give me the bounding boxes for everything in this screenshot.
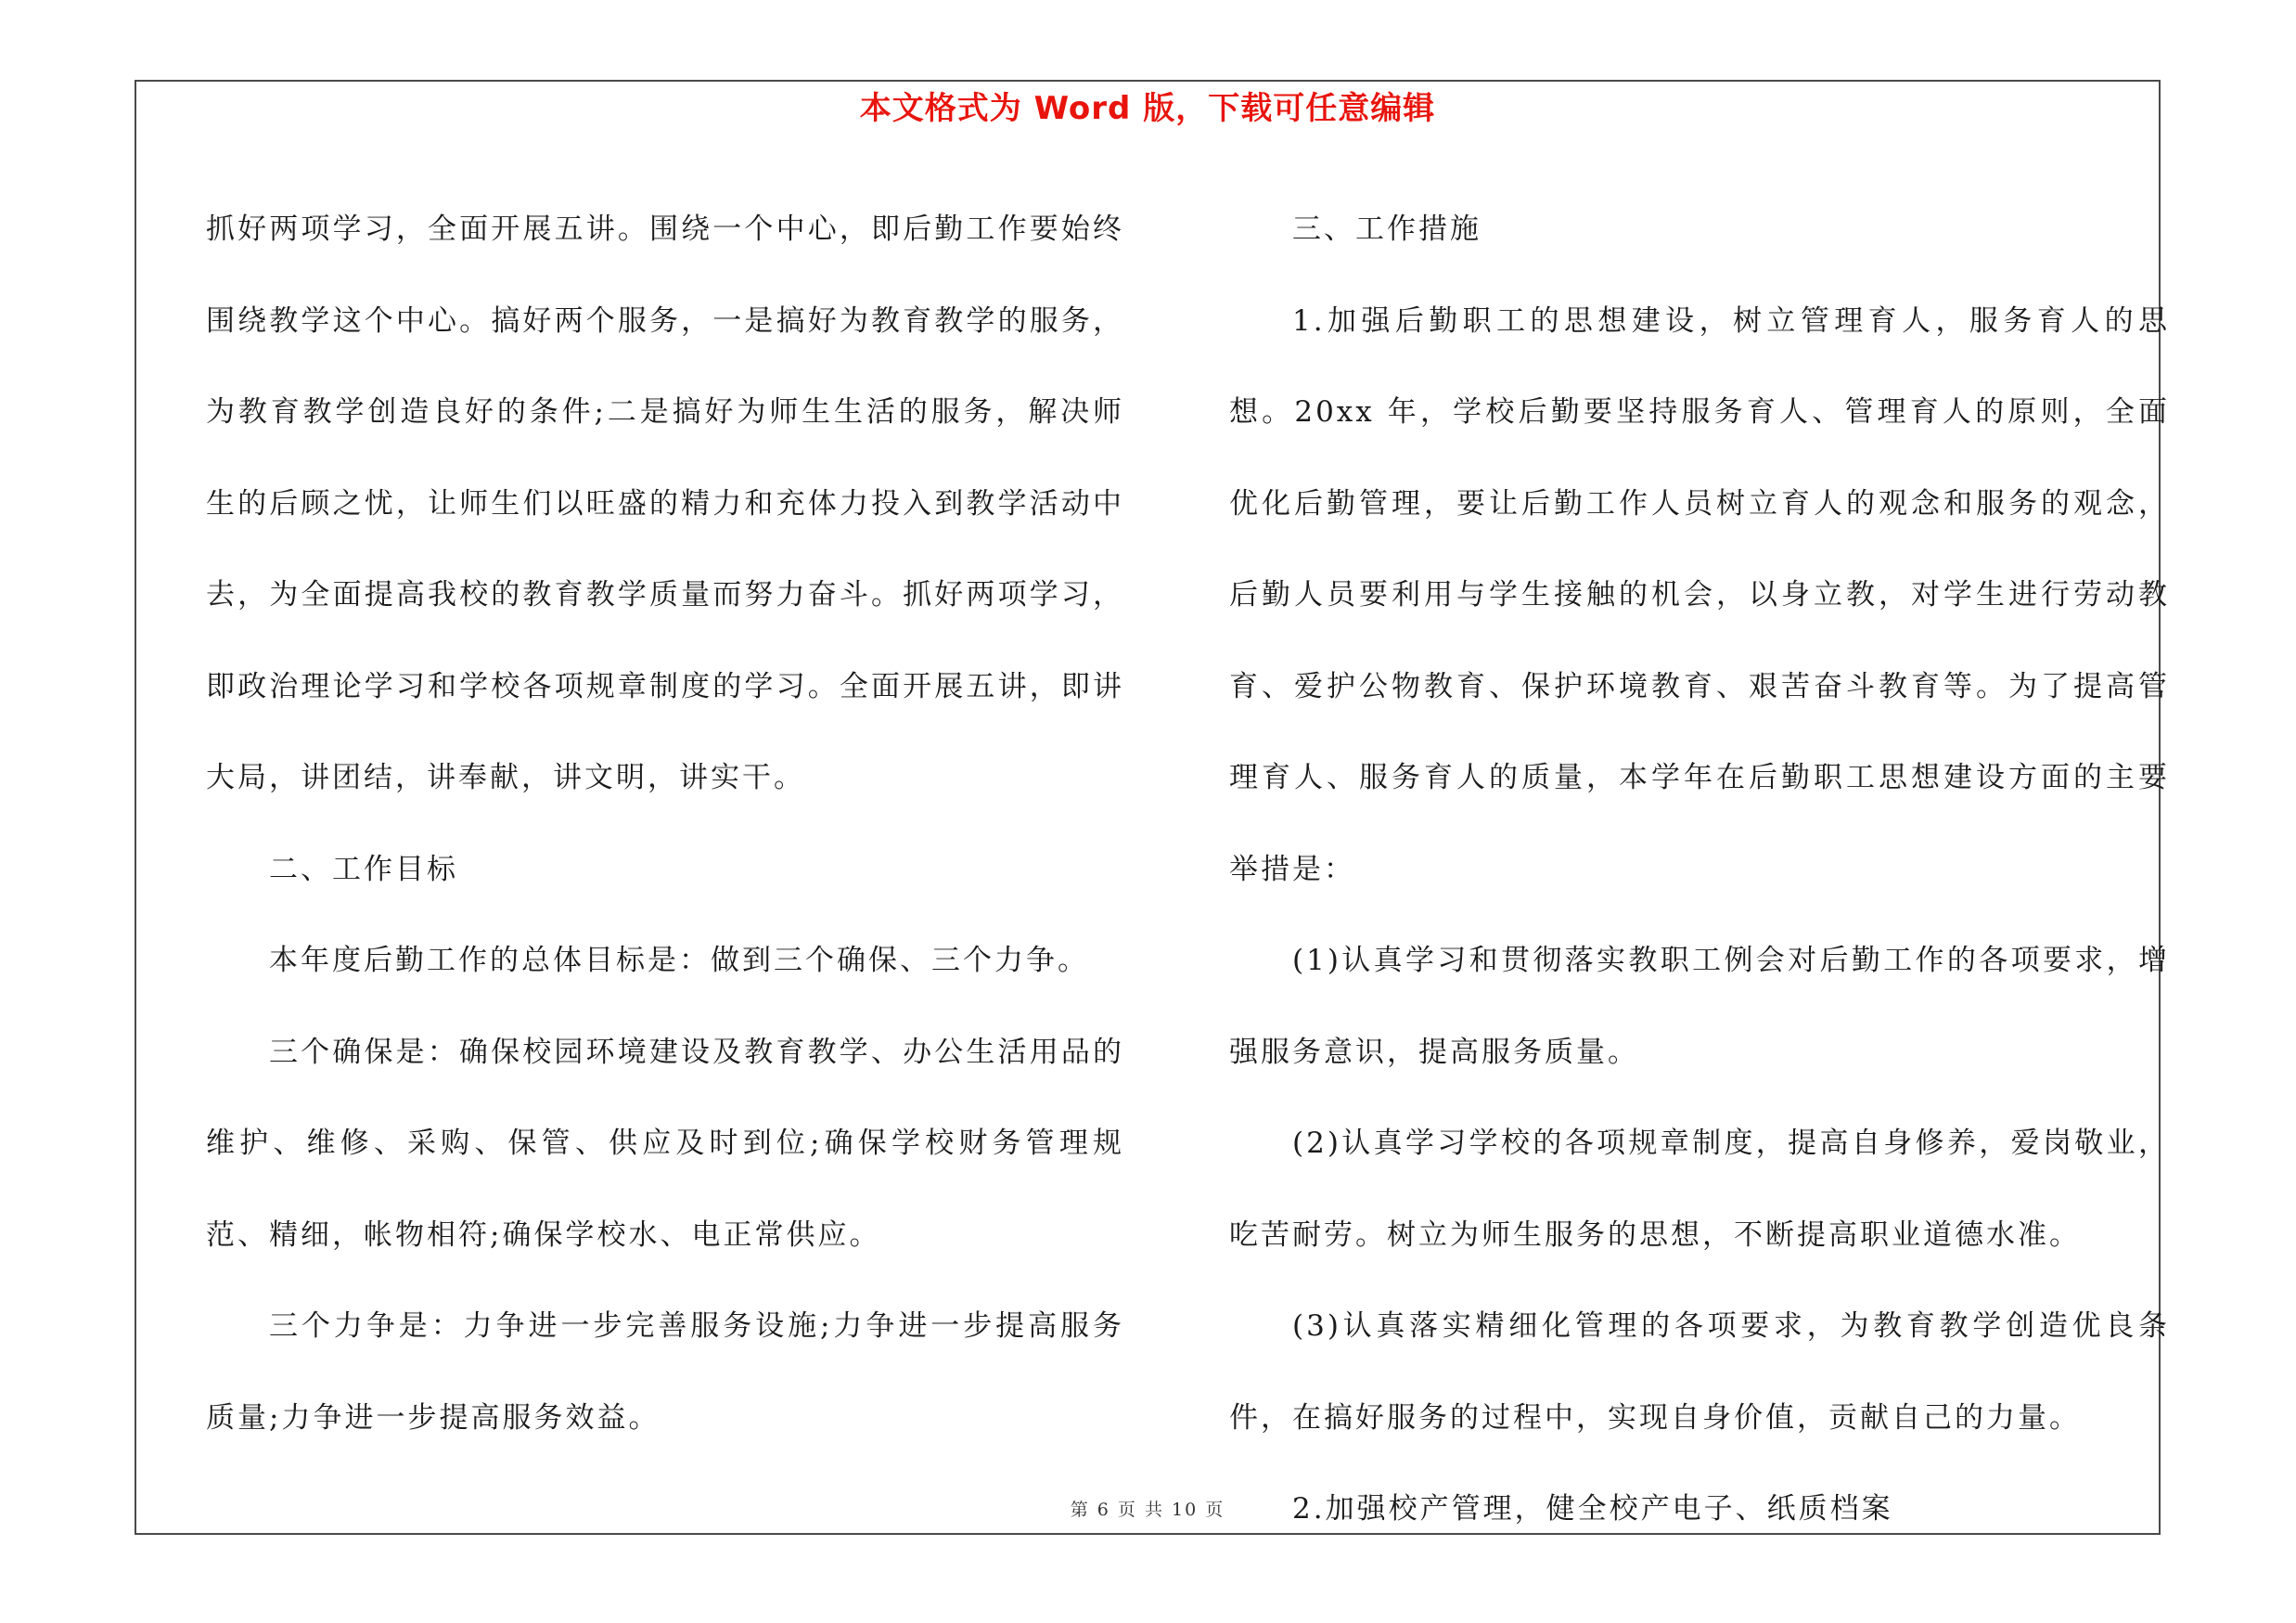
paragraph: (3)认真落实精细化管理的各项要求，为教育教学创造优良条件，在搞好服务的过程中，实现自身价值，贡献自己的力量。 — [1229, 1309, 2170, 1435]
page-number: 第 6 页 共 10 页 — [1070, 1500, 1225, 1520]
paragraph: 1.加强后勤职工的思想建设，树立管理育人，服务育人的思想。20xx 年，学校后勤要坚持服务育人、管理育人的原则，全面优化后勤管理，要让后勤工作人员树立育人的观念和服务的观念，后勤人员要利用与学生接触的机会，以身立教，对学生进行劳动教育、爱护公物教育、保护环境教育、艰苦奋斗教育等。为了提高管理育人、服务育人的质量，本学年在后勤职工思想建设方面的主要举措是： — [1229, 303, 2170, 886]
paragraph: 2.加强校产管理，健全校产电子、纸质档案 — [1292, 1492, 1893, 1526]
paragraph: 三个确保是：确保校园环境建设及教育教学、办公生活用品的维护、维修、采购、保管、供应及时到位;确保学校财务管理规范、精细，帐物相符;确保学校水、电正常供应。 — [206, 1035, 1124, 1252]
paragraph: 本年度后勤工作的总体目标是：做到三个确保、三个力争。 — [269, 944, 1089, 977]
right-column — [1229, 184, 2170, 1555]
section-heading: 二、工作目标 — [269, 852, 458, 886]
left-column — [206, 184, 1124, 1463]
format-banner: 本文格式为 Word 版，下载可任意编辑 — [859, 90, 1436, 127]
section-heading: 三、工作措施 — [1292, 213, 1481, 246]
paragraph: (1)认真学习和贯彻落实教职工例会对后勤工作的各项要求，增强服务意识，提高服务质量。 — [1229, 944, 2170, 1069]
paragraph: 三个力争是：力争进一步完善服务设施;力争进一步提高服务质量;力争进一步提高服务效益。 — [206, 1309, 1124, 1435]
paragraph: (2)认真学习学校的各项规章制度，提高自身修养，爱岗敬业，吃苦耐劳。树立为师生服务的思想，不断提高职业道德水准。 — [1229, 1127, 2170, 1252]
paragraph: 抓好两项学习，全面开展五讲。围绕一个中心，即后勤工作要始终围绕教学这个中心。搞好两个服务，一是搞好为教育教学的服务，为教育教学创造良好的条件;二是搞好为师生生活的服务，解决师生的后顾之忧，让师生们以旺盛的精力和充体力投入到教学活动中去，为全面提高我校的教育教学质量而努力奋斗。抓好两项学习，即政治理论学习和学校各项规章制度的学习。全面开展五讲，即讲大局，讲团结，讲奉献，讲文明，讲实干。 — [206, 213, 1124, 794]
